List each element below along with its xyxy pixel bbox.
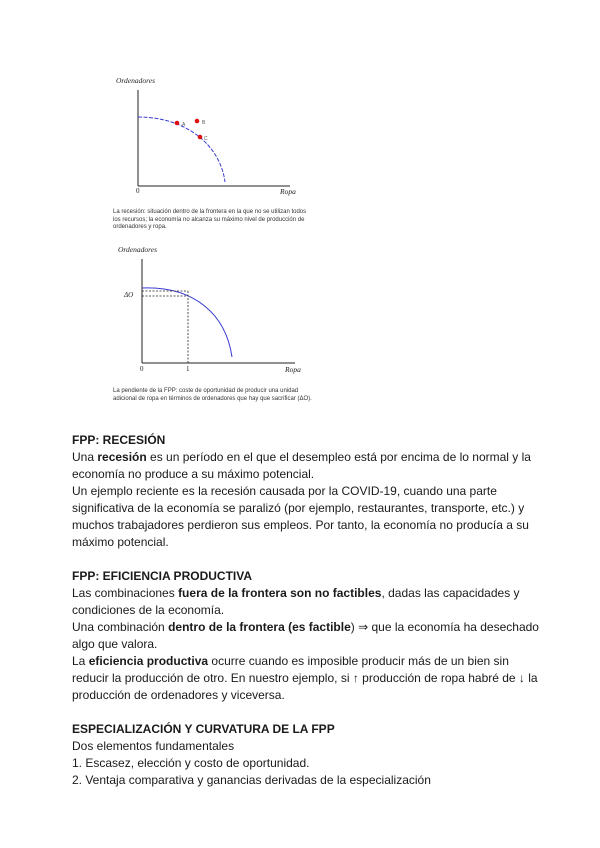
list-item: 2. Ventaja comparativa y ganancias derivadas de la especialización [72, 773, 431, 787]
paragraph: Un ejemplo reciente es la recesión causada por la COVID-19, cuando una parte significativa de la economía se paralizó (por ejemplo, restaurantes, transporte, etc.) y muchos trabajadores perdieron sus empleos. Por tanto, la economía no producía a su máximo potencial. [72, 484, 529, 549]
figure2-caption: La pendiente de la FPP: coste de oportunidad de producir una unidad adicional de ropa en términos de ordenadores que hay que sacrificar (ΔO). [113, 388, 312, 402]
paragraph: Las combinaciones fuera de la frontera son no factibles, dadas las capacidades y condiciones de la economía. [72, 586, 520, 617]
svg-text:A: A [182, 122, 186, 128]
section-title-eficiencia: FPP: EFICIENCIA PRODUCTIVA [72, 569, 253, 583]
ppf-curve [142, 288, 232, 357]
figure-ppf-recession [100, 76, 340, 206]
paragraph: Dos elementos fundamentales [72, 739, 235, 753]
svg-text:B: B [202, 120, 206, 126]
section-title-especializacion: ESPECIALIZACIÓN Y CURVATURA DE LA FPP [72, 722, 335, 736]
origin-label: 0 [140, 365, 144, 373]
figure1-caption: La recesión: situación dentro de la frontera en la que no se utilizan todos los recursos; la economía no alcanza su máximo nivel de producción de ordenadores y ropa. [113, 209, 307, 230]
svg-text:C: C [204, 136, 208, 142]
paragraph: Una combinación dentro de la frontera (es factible) ⇒ que la economía ha desechado algo que valora. [72, 620, 539, 651]
figure-ppf-slope [100, 245, 340, 380]
point-b [195, 119, 200, 124]
paragraph: Una recesión es un período en el que el desempleo está por encima de lo normal y la economía no produce a su máximo potencial. [72, 450, 531, 481]
point-a [175, 121, 180, 126]
x-axis-label: Ropa [285, 365, 301, 374]
paragraph: La eficiencia productiva ocurre cuando es imposible producir más de un bien sin reducir la producción de otro. En nuestro ejemplo, si ↑ producción de ropa habré de ↓ la producción de ordenadores y viceversa. [72, 654, 538, 702]
x-tick-label: 1 [186, 365, 190, 373]
x-axis-label: Ropa [280, 187, 296, 196]
y-axis-label: Ordenadores [116, 76, 156, 85]
main-content [72, 432, 542, 789]
y-axis-label: Ordenadores [118, 245, 158, 254]
section-title-recesion: FPP: RECESIÓN [72, 433, 166, 447]
delta-label: ΔO [124, 291, 134, 299]
ppf-chart-2 [100, 253, 340, 378]
point-c [198, 135, 203, 140]
list-item: 1. Escasez, elección y costo de oportunidad. [72, 756, 310, 770]
origin-label: 0 [136, 187, 140, 195]
